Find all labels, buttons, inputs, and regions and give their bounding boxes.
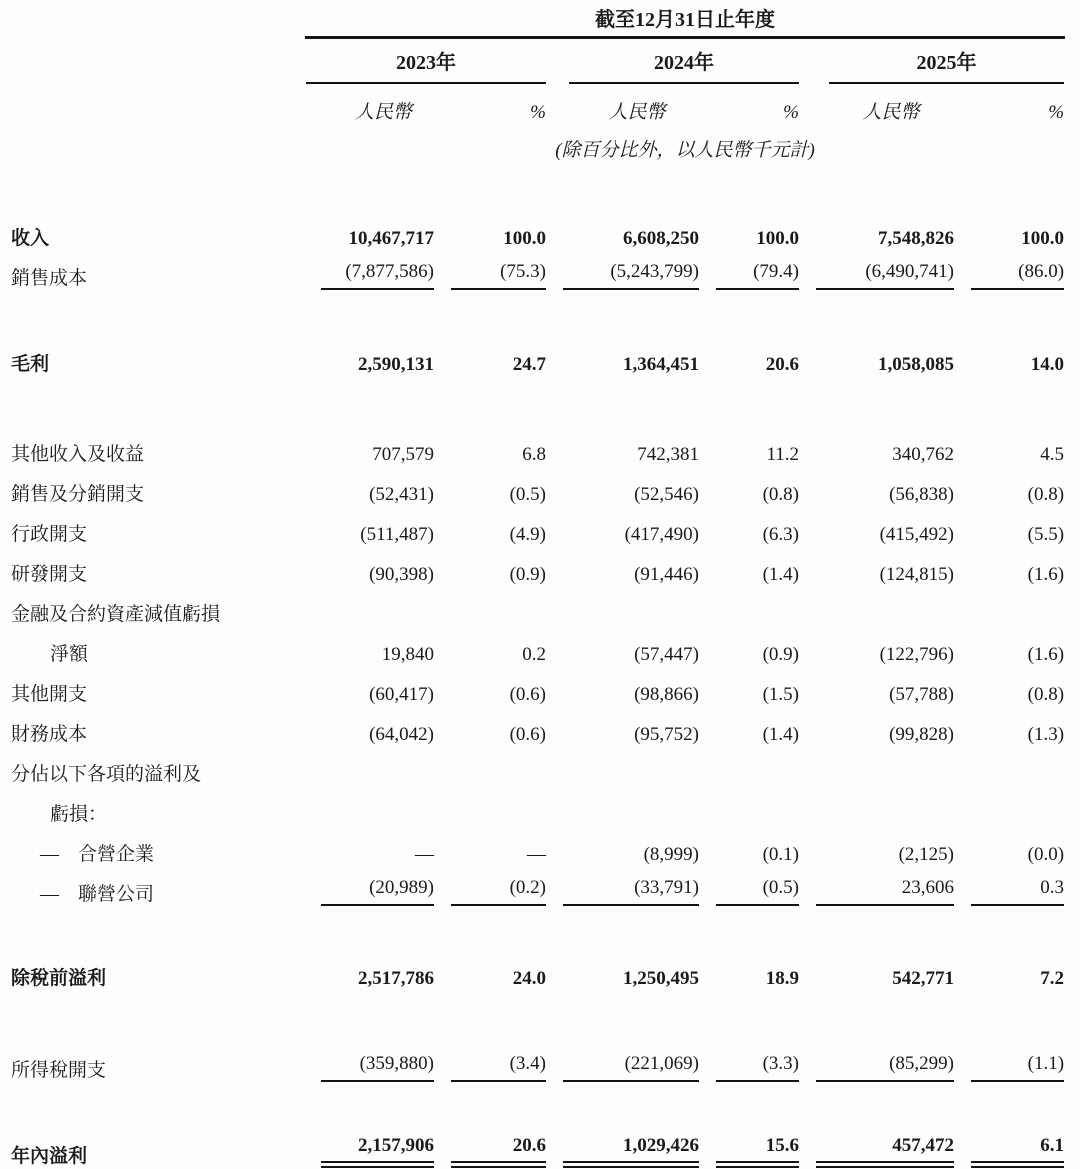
cell-value	[816, 804, 954, 826]
value-cell	[547, 211, 700, 251]
value-cell	[700, 211, 800, 251]
value-cell	[305, 507, 435, 547]
cell-value: (1.6)	[1027, 564, 1065, 585]
cell-value: (8,999)	[643, 844, 699, 865]
cell-value: (1.6)	[1027, 644, 1065, 665]
cell-value: (52,431)	[369, 484, 434, 505]
year-2025-cell	[800, 38, 1065, 86]
value-cell	[955, 667, 1065, 707]
cell-value: 0.2	[522, 644, 546, 665]
empty-cell	[10, 38, 305, 86]
row-label: 財務成本	[11, 724, 88, 745]
value-cell	[700, 1129, 800, 1169]
cell-value: 6,608,250	[623, 228, 699, 249]
value-cell	[955, 787, 1065, 827]
row-label: 年內溢利	[11, 1146, 88, 1167]
cell-value: 24.7	[512, 354, 546, 375]
value-cell	[435, 667, 547, 707]
table-row	[10, 867, 1065, 907]
year-header-row	[10, 38, 1065, 86]
cell-value: (4.9)	[509, 524, 546, 545]
spacer-row	[10, 907, 1065, 951]
value-cell	[547, 547, 700, 587]
cell-value: (359,880)	[321, 1053, 434, 1082]
year-2024-cell	[547, 38, 800, 86]
period-title: 截至12月31日止年度	[595, 9, 776, 31]
value-cell	[700, 747, 800, 787]
cell-value: 7.2	[1040, 968, 1065, 989]
value-cell	[700, 427, 800, 467]
value-cell	[800, 667, 955, 707]
value-cell	[547, 747, 700, 787]
cell-value: (1.4)	[762, 564, 799, 585]
value-cell	[435, 467, 547, 507]
row-label: 行政開支	[11, 524, 88, 545]
cell-value: 6.1	[971, 1135, 1064, 1168]
table-row	[10, 667, 1065, 707]
value-cell	[435, 627, 547, 667]
cell-value: (1.3)	[1027, 724, 1065, 745]
cell-value: (221,069)	[563, 1053, 699, 1082]
value-cell	[547, 1043, 700, 1083]
value-cell	[700, 547, 800, 587]
value-cell	[547, 467, 700, 507]
cell-value: (0.6)	[509, 684, 546, 705]
value-cell	[700, 667, 800, 707]
value-cell	[547, 251, 700, 291]
value-cell	[955, 587, 1065, 627]
cell-value: 20.6	[451, 1135, 546, 1168]
cell-value: (64,042)	[369, 724, 434, 745]
currency-header-2023: 人民幣	[354, 102, 412, 123]
value-cell	[435, 827, 547, 867]
row-label: 研發開支	[11, 564, 88, 585]
currency-header-2024: 人民幣	[608, 102, 666, 123]
cell-value: (52,546)	[634, 484, 699, 505]
value-cell	[800, 337, 955, 377]
cell-value: 542,771	[892, 968, 954, 989]
row-label: 銷售及分銷開支	[11, 484, 145, 505]
table-row	[10, 251, 1065, 291]
cell-value: (7,877,586)	[321, 261, 434, 290]
cell-value: (90,398)	[369, 564, 434, 585]
cell-value: (5.5)	[1027, 524, 1065, 545]
cell-value	[321, 764, 434, 786]
cell-value: 24.0	[512, 968, 546, 989]
cell-value: (124,815)	[879, 564, 954, 585]
value-cell	[305, 337, 435, 377]
value-cell	[700, 587, 800, 627]
cell-value: (75.3)	[451, 261, 546, 290]
cell-value	[716, 604, 799, 626]
cell-value	[321, 804, 434, 826]
value-cell	[305, 1043, 435, 1083]
table-body	[10, 211, 1065, 1169]
cell-value	[563, 764, 699, 786]
value-cell	[305, 667, 435, 707]
cell-value: (33,791)	[563, 877, 699, 906]
value-cell	[435, 867, 547, 907]
spacer-cell	[10, 907, 1065, 951]
cell-value: 2,157,906	[321, 1135, 434, 1168]
value-cell	[547, 787, 700, 827]
cell-value: 7,548,826	[878, 228, 954, 249]
spacer-row	[10, 377, 1065, 427]
cell-value: 19,840	[381, 644, 434, 665]
cell-value: (6.3)	[762, 524, 799, 545]
cell-value: 2,590,131	[358, 354, 434, 375]
value-cell	[435, 707, 547, 747]
unit-note: (除百分比外，以人民幣千元計)	[555, 140, 815, 161]
value-cell	[305, 467, 435, 507]
table-row	[10, 951, 1065, 991]
value-cell	[435, 507, 547, 547]
cell-value: (85,299)	[816, 1053, 954, 1082]
cell-value: 1,058,085	[878, 354, 954, 375]
percent-header-2023: %	[530, 102, 546, 123]
cell-value: (79.4)	[716, 261, 799, 290]
value-cell	[800, 587, 955, 627]
value-cell	[955, 951, 1065, 991]
row-label: 銷售成本	[11, 268, 88, 289]
row-label: 其他開支	[11, 684, 88, 705]
cell-value	[563, 804, 699, 826]
unit-note-row	[10, 125, 1065, 163]
value-cell	[800, 507, 955, 547]
table-row	[10, 827, 1065, 867]
cell-value: —	[415, 844, 434, 865]
row-label: 淨額	[50, 644, 89, 665]
value-cell	[800, 787, 955, 827]
empty-cell	[10, 85, 305, 125]
cell-value: (0.9)	[762, 644, 799, 665]
value-cell	[305, 211, 435, 251]
table-row	[10, 467, 1065, 507]
cell-value: 23,606	[816, 877, 954, 906]
cell-value	[971, 804, 1064, 826]
empty-cell	[10, 125, 305, 163]
table-row	[10, 427, 1065, 467]
cell-value: (56,838)	[889, 484, 954, 505]
cell-value: (0.9)	[509, 564, 546, 585]
cell-value: 1,250,495	[623, 968, 699, 989]
cell-value: (1.5)	[762, 684, 799, 705]
value-cell	[955, 467, 1065, 507]
cell-value: 14.0	[1030, 354, 1065, 375]
period-title-cell	[305, 8, 1065, 38]
value-cell	[435, 1129, 547, 1169]
value-cell	[547, 337, 700, 377]
cell-value: (122,796)	[879, 644, 954, 665]
year-2025-header: 2025年	[829, 46, 1064, 84]
value-cell	[955, 251, 1065, 291]
row-label: 所得稅開支	[11, 1060, 107, 1081]
value-cell	[955, 867, 1065, 907]
table-row	[10, 1043, 1065, 1083]
cell-value: 100.0	[503, 228, 546, 249]
value-cell	[700, 787, 800, 827]
value-cell	[305, 251, 435, 291]
value-cell	[305, 627, 435, 667]
cell-value: 457,472	[816, 1135, 954, 1168]
cell-value: (511,487)	[360, 524, 434, 545]
table-row	[10, 507, 1065, 547]
spacer-row	[10, 1083, 1065, 1129]
cell-value	[563, 604, 699, 626]
value-cell	[700, 1043, 800, 1083]
cell-value: (86.0)	[971, 261, 1064, 290]
cell-value: (417,490)	[624, 524, 699, 545]
value-cell	[955, 747, 1065, 787]
value-cell	[547, 827, 700, 867]
cell-value: (99,828)	[889, 724, 954, 745]
value-cell	[435, 427, 547, 467]
value-cell	[700, 251, 800, 291]
spacer-cell	[10, 991, 1065, 1043]
value-cell	[800, 1129, 955, 1169]
value-cell	[435, 547, 547, 587]
value-cell	[800, 251, 955, 291]
value-cell	[305, 547, 435, 587]
cell-value: (0.5)	[509, 484, 546, 505]
cell-value: (3.3)	[716, 1053, 799, 1082]
row-label: 虧損：	[50, 804, 108, 825]
value-cell	[547, 507, 700, 547]
value-cell	[800, 707, 955, 747]
value-cell	[305, 951, 435, 991]
table-row	[10, 747, 1065, 787]
value-cell	[800, 547, 955, 587]
value-cell	[305, 787, 435, 827]
value-cell	[547, 627, 700, 667]
spacer-cell	[10, 1083, 1065, 1129]
spacer-cell	[10, 377, 1065, 427]
row-label: 毛利	[11, 354, 50, 375]
value-cell	[955, 1043, 1065, 1083]
value-cell	[955, 707, 1065, 747]
value-cell	[800, 827, 955, 867]
value-cell	[547, 1129, 700, 1169]
cell-value: (1.1)	[971, 1053, 1064, 1082]
cell-value	[816, 764, 954, 786]
cell-value: (0.5)	[716, 877, 799, 906]
cell-value: 2,517,786	[358, 968, 434, 989]
value-cell	[547, 867, 700, 907]
table-row	[10, 707, 1065, 747]
table-row	[10, 627, 1065, 667]
value-cell	[700, 627, 800, 667]
period-title-row	[10, 8, 1065, 38]
cell-value: 707,579	[372, 444, 434, 465]
value-cell	[435, 587, 547, 627]
value-cell	[435, 211, 547, 251]
cell-value: 6.8	[522, 444, 546, 465]
value-cell	[547, 951, 700, 991]
value-cell	[800, 211, 955, 251]
value-cell	[547, 667, 700, 707]
table-row	[10, 1129, 1065, 1169]
cell-value: (2,125)	[898, 844, 954, 865]
value-cell	[305, 747, 435, 787]
cell-value: (0.0)	[1027, 844, 1065, 865]
value-cell	[547, 587, 700, 627]
percent-header-2024: %	[783, 102, 799, 123]
value-cell	[700, 951, 800, 991]
value-cell	[700, 467, 800, 507]
row-label: 除稅前溢利	[11, 968, 107, 989]
cell-value: (0.8)	[762, 484, 799, 505]
cell-value: (1.4)	[762, 724, 799, 745]
cell-value: 10,467,717	[348, 228, 434, 249]
cell-value: (0.6)	[509, 724, 546, 745]
cell-value: (0.1)	[762, 844, 799, 865]
spacer-row	[10, 991, 1065, 1043]
value-cell	[800, 627, 955, 667]
row-label: 收入	[11, 228, 50, 249]
value-cell	[305, 587, 435, 627]
currency-header-2025: 人民幣	[862, 102, 920, 123]
table-row	[10, 547, 1065, 587]
cell-value: (3.4)	[451, 1053, 546, 1082]
value-cell	[435, 747, 547, 787]
value-cell	[305, 827, 435, 867]
row-label: 分佔以下各項的溢利及	[11, 764, 202, 785]
cell-value: 0.3	[971, 877, 1064, 906]
cell-value: 11.2	[766, 444, 799, 465]
value-cell	[435, 951, 547, 991]
percent-header-2025: %	[1048, 102, 1065, 123]
cell-value: 100.0	[1021, 228, 1065, 249]
cell-value	[451, 804, 546, 826]
cell-value: (0.2)	[451, 877, 546, 906]
cell-value: (0.8)	[1027, 484, 1065, 505]
value-cell	[305, 707, 435, 747]
cell-value: (57,788)	[889, 684, 954, 705]
value-cell	[955, 427, 1065, 467]
cell-value	[716, 764, 799, 786]
table-header	[10, 8, 1065, 211]
value-cell	[800, 467, 955, 507]
table-row	[10, 337, 1065, 377]
value-cell	[955, 337, 1065, 377]
cell-value: 742,381	[637, 444, 699, 465]
value-cell	[955, 1129, 1065, 1169]
cell-value: (5,243,799)	[563, 261, 699, 290]
value-cell	[955, 507, 1065, 547]
spacer-cell	[10, 291, 1065, 337]
value-cell	[700, 337, 800, 377]
value-cell	[305, 1129, 435, 1169]
table-row	[10, 211, 1065, 251]
cell-value: 20.6	[765, 354, 799, 375]
cell-value: 1,029,426	[563, 1135, 699, 1168]
empty-cell	[10, 8, 305, 38]
cell-value: 340,762	[892, 444, 954, 465]
cell-value: 18.9	[765, 968, 799, 989]
subheader-row	[10, 85, 1065, 125]
value-cell	[305, 867, 435, 907]
value-cell	[955, 547, 1065, 587]
cell-value	[321, 604, 434, 626]
value-cell	[800, 1043, 955, 1083]
table-row	[10, 587, 1065, 627]
cell-value: (6,490,741)	[816, 261, 954, 290]
value-cell	[700, 867, 800, 907]
value-cell	[800, 427, 955, 467]
value-cell	[955, 627, 1065, 667]
header-gap-row	[10, 163, 1065, 211]
row-label: — 合營企業	[40, 844, 155, 865]
value-cell	[547, 707, 700, 747]
cell-value: (0.8)	[1027, 684, 1065, 705]
value-cell	[955, 211, 1065, 251]
spacer-cell	[10, 163, 1065, 211]
cell-value	[971, 604, 1064, 626]
year-2023-cell	[305, 38, 547, 86]
cell-value: (20,989)	[321, 877, 434, 906]
cell-value: 1,364,451	[623, 354, 699, 375]
unit-note-cell	[305, 125, 1065, 163]
cell-value: (95,752)	[634, 724, 699, 745]
value-cell	[955, 827, 1065, 867]
cell-value: (415,492)	[879, 524, 954, 545]
row-label: — 聯營公司	[40, 884, 155, 905]
value-cell	[435, 337, 547, 377]
value-cell	[700, 707, 800, 747]
value-cell	[700, 827, 800, 867]
value-cell	[700, 507, 800, 547]
cell-value: (91,446)	[634, 564, 699, 585]
row-label: 其他收入及收益	[11, 444, 145, 465]
cell-value: (60,417)	[369, 684, 434, 705]
cell-value: 100.0	[756, 228, 799, 249]
value-cell	[547, 427, 700, 467]
value-cell	[435, 787, 547, 827]
cell-value: 15.6	[716, 1135, 799, 1168]
value-cell	[800, 951, 955, 991]
cell-value	[716, 804, 799, 826]
year-2023-header: 2023年	[306, 46, 546, 84]
value-cell	[435, 1043, 547, 1083]
row-label: 金融及合約資產減值虧損	[11, 604, 221, 625]
value-cell	[305, 427, 435, 467]
value-cell	[435, 251, 547, 291]
cell-value: 4.5	[1040, 444, 1065, 465]
table-row	[10, 787, 1065, 827]
value-cell	[800, 747, 955, 787]
cell-value	[451, 764, 546, 786]
cell-value	[816, 604, 954, 626]
year-2024-header: 2024年	[569, 46, 799, 84]
cell-value: —	[527, 844, 546, 865]
cell-value: (98,866)	[634, 684, 699, 705]
spacer-row	[10, 291, 1065, 337]
cell-value	[451, 604, 546, 626]
income-statement-table	[10, 8, 1065, 1169]
value-cell	[800, 867, 955, 907]
cell-value	[971, 764, 1064, 786]
cell-value: (57,447)	[634, 644, 699, 665]
